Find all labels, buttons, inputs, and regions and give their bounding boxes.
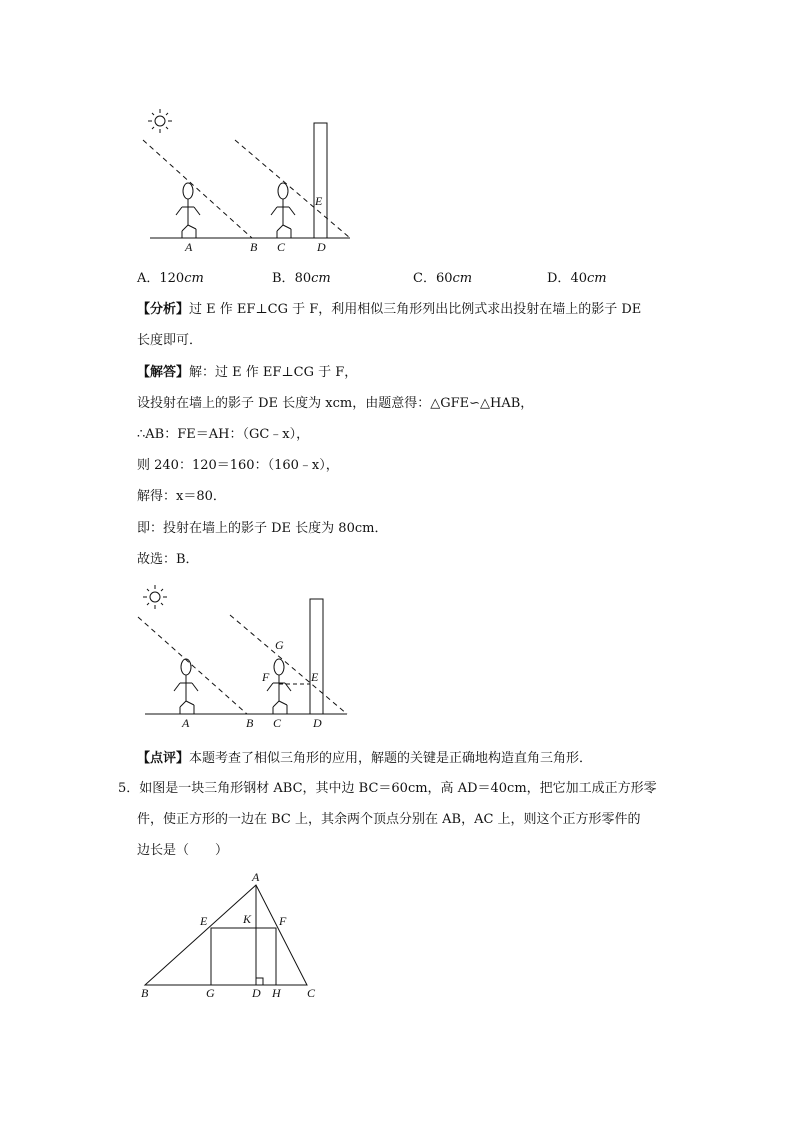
wall [314, 123, 327, 238]
solution-line-5: 解得：x＝80． [137, 489, 226, 504]
sun-ray-2 [230, 615, 347, 714]
question5-line-2: 件，使正方形的一边在 BC 上，其余两个顶点分别在 AB，AC 上，则这个正方形零件的 [137, 812, 641, 827]
label-c: C [277, 240, 286, 254]
sun-icon [148, 109, 172, 133]
label-h: H [272, 986, 281, 1000]
comment-line: 【点评】本题考查了相似三角形的应用，解题的关键是正确地构造直角三角形． [137, 751, 593, 766]
question5-line-3: 边长是（ ） [137, 843, 229, 858]
comment-tag: 【点评】 [137, 751, 190, 766]
person-a [176, 183, 200, 238]
question5-line-1: 5．如图是一块三角形钢材 ABC，其中边 BC＝60cm，高 AD＝40cm，把它加工成正方形零 [118, 781, 657, 796]
label-f: F [262, 670, 270, 684]
analysis-line-1: 【分析】过 E 作 EF⊥CG 于 F，利用相似三角形列出比例式求出投射在墙上的影子 DE [137, 302, 642, 317]
sun-icon [143, 585, 167, 609]
solution-line-7: 故选：B． [137, 552, 199, 567]
sun-ray-1 [138, 617, 247, 714]
figure-1-diagram [140, 105, 365, 260]
solution-line-3: ∴AB：FE＝AH：（GC﹣x）， [137, 427, 310, 442]
solution-line-1: 【解答】解：过 E 作 EF⊥CG 于 F， [137, 365, 358, 380]
wall [310, 599, 323, 714]
label-a: A [185, 240, 193, 254]
label-c: C [307, 986, 316, 1000]
label-f: F [279, 914, 287, 928]
analysis-line-2: 长度即可． [137, 333, 203, 348]
label-d: D [317, 240, 326, 254]
solution-line-4: 则 240：120＝160：（160﹣x）， [137, 458, 339, 473]
solution-tag: 【解答】 [137, 365, 190, 380]
person-c [271, 183, 295, 238]
right-angle-mark [256, 978, 263, 985]
square-efhg [211, 928, 276, 985]
solution-line-6: 即：投射在墙上的影子 DE 长度为 80cm． [137, 521, 388, 536]
label-b: B [141, 986, 149, 1000]
label-e: E [311, 670, 319, 684]
label-d: D [252, 986, 261, 1000]
label-g: G [275, 638, 284, 652]
solution-line-2: 设投射在墙上的影子 DE 长度为 xcm，由题意得：△GFE∽△HAB， [137, 396, 534, 411]
label-b: B [250, 240, 258, 254]
choice-a: A．120cm [137, 271, 204, 286]
label-a: A [252, 870, 260, 884]
sun-ray-2 [235, 140, 350, 238]
figure-3-diagram [135, 870, 335, 1005]
sun-ray-1 [143, 140, 252, 238]
label-b: B [246, 716, 254, 730]
triangle-abc [145, 885, 307, 985]
choice-d: D．40cm [547, 271, 607, 286]
label-e: E [315, 194, 323, 208]
label-e: E [200, 914, 208, 928]
choice-c: C．60cm [413, 271, 473, 286]
label-a: A [182, 716, 190, 730]
label-d: D [313, 716, 322, 730]
label-k: K [243, 912, 252, 926]
choice-b: B．80cm [272, 271, 331, 286]
person-c [267, 659, 291, 714]
figure-2-diagram [135, 582, 360, 737]
analysis-tag: 【分析】 [137, 302, 190, 317]
label-g: G [206, 986, 215, 1000]
label-c: C [273, 716, 282, 730]
